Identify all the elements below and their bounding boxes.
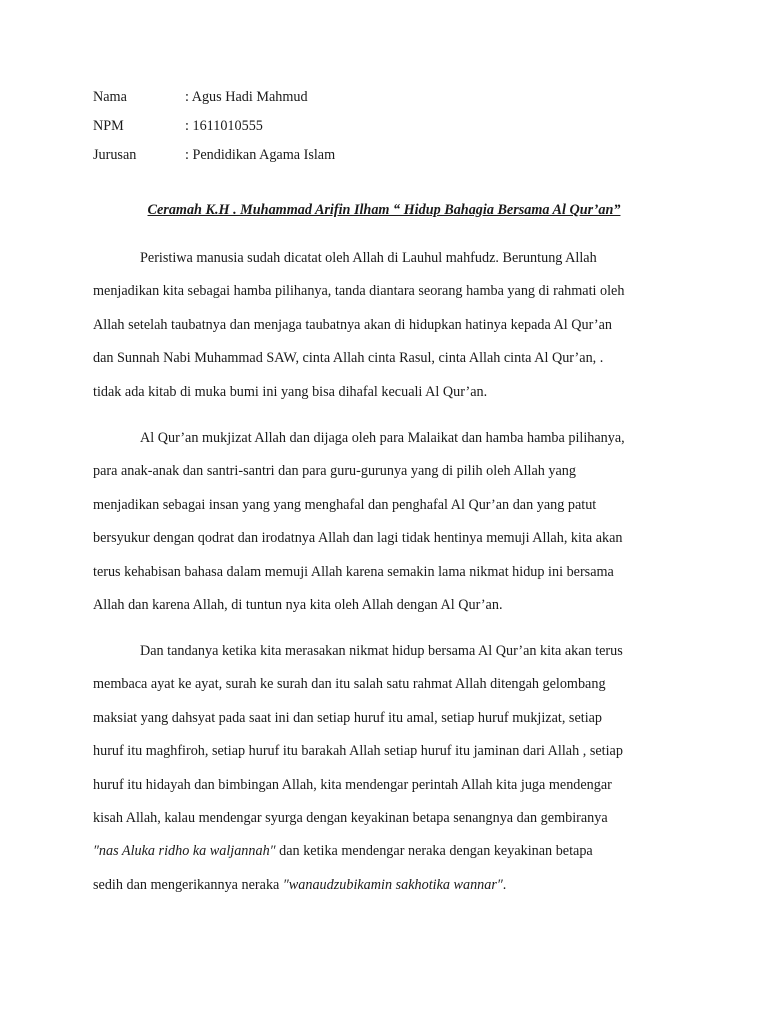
paragraph-line: Dan tandanya ketika kita merasakan nikmat hidup bersama Al Qur’an kita akan terus xyxy=(140,643,623,659)
paragraph-line: membaca ayat ke ayat, surah ke surah dan itu salah satu rahmat Allah ditengah gelombang xyxy=(93,676,606,693)
paragraph-line: terus kehabisan bahasa dalam memuji Allah karena semakin lama nikmat hidup ini bersama xyxy=(93,563,614,580)
paragraph-line: dan Sunnah Nabi Muhammad SAW, cinta Allah cinta Rasul, cinta Allah cinta Al Qur’an, . xyxy=(93,350,604,367)
paragraph-line: Allah dan karena Allah, di tuntun nya kita oleh Allah dengan Al Qur’an. xyxy=(93,597,503,614)
paragraph-line xyxy=(93,835,683,868)
line-text: dan ketika mendengar neraka dengan keyakinan betapa xyxy=(275,843,593,860)
paragraph-line: para anak-anak dan santri-santri dan para guru-gurunya yang di pilih oleh Allah yang xyxy=(93,463,576,480)
paragraph-line: bersyukur dengan qodrat dan irodatnya Allah dan lagi tidak hentinya memuji Allah, kita akan xyxy=(93,530,623,547)
paragraph-line: huruf itu hidayah dan bimbingan Allah, kita mendengar perintah Allah kita juga mendengar xyxy=(93,776,612,793)
paragraph-line: menjadikan sebagai insan yang yang menghafal dan penghafal Al Qur’an dan yang patut xyxy=(93,496,597,513)
paragraph-line: menjadikan kita sebagai hamba pilihanya, tanda diantara seorang hamba yang di rahmati oleh xyxy=(93,283,625,300)
npm-row xyxy=(93,115,335,144)
paragraph-3 xyxy=(93,635,683,902)
student-info xyxy=(93,86,335,173)
paragraph-1 xyxy=(93,242,683,409)
jurusan-value: : Pendidikan Agama Islam xyxy=(185,147,336,163)
line-text: sedih dan mengerikannya neraka xyxy=(93,876,283,893)
paragraph-line: huruf itu maghfiroh, setiap huruf itu barakah Allah setiap huruf itu jaminan dari Allah , setiap xyxy=(93,743,623,760)
nama-row xyxy=(93,86,335,115)
italic-quote: ″nas Aluka ridho ka waljannah″ xyxy=(93,843,276,860)
paragraph-line: kisah Allah, kalau mendengar syurga dengan keyakinan betapa senangnya dan gembiranya xyxy=(93,810,608,827)
nama-label: Nama xyxy=(93,89,127,105)
jurusan-label: Jurusan xyxy=(93,147,137,163)
npm-value: : 1611010555 xyxy=(185,118,263,134)
document-title: Ceramah K.H . Muhammad Arifin Ilham “ Hidup Bahagia Bersama Al Qur’an” xyxy=(147,202,621,218)
line-text: . xyxy=(502,876,507,893)
paragraph-line: Allah setelah taubatnya dan menjaga taubatnya akan di hidupkan hatinya kepada Al Qur’an xyxy=(93,316,612,333)
paragraph-line: Peristiwa manusia sudah dicatat oleh Allah di Lauhul mahfudz. Beruntung Allah xyxy=(140,250,597,266)
paragraph-line: tidak ada kitab di muka bumi ini yang bisa dihafal kecuali Al Qur’an. xyxy=(93,383,488,400)
paragraph-line: Al Qur’an mukjizat Allah dan dijaga oleh para Malaikat dan hamba hamba pilihanya, xyxy=(140,430,625,446)
nama-value: : Agus Hadi Mahmud xyxy=(185,89,308,105)
jurusan-row xyxy=(93,144,335,173)
paragraph-line: maksiat yang dahsyat pada saat ini dan setiap huruf itu amal, setiap huruf mukjizat, setiap xyxy=(93,709,603,726)
italic-quote: ″wanaudzubikamin sakhotika wannar″ xyxy=(282,876,503,893)
paragraph-line xyxy=(93,869,683,902)
paragraph-2 xyxy=(93,422,683,622)
npm-label: NPM xyxy=(93,118,124,134)
